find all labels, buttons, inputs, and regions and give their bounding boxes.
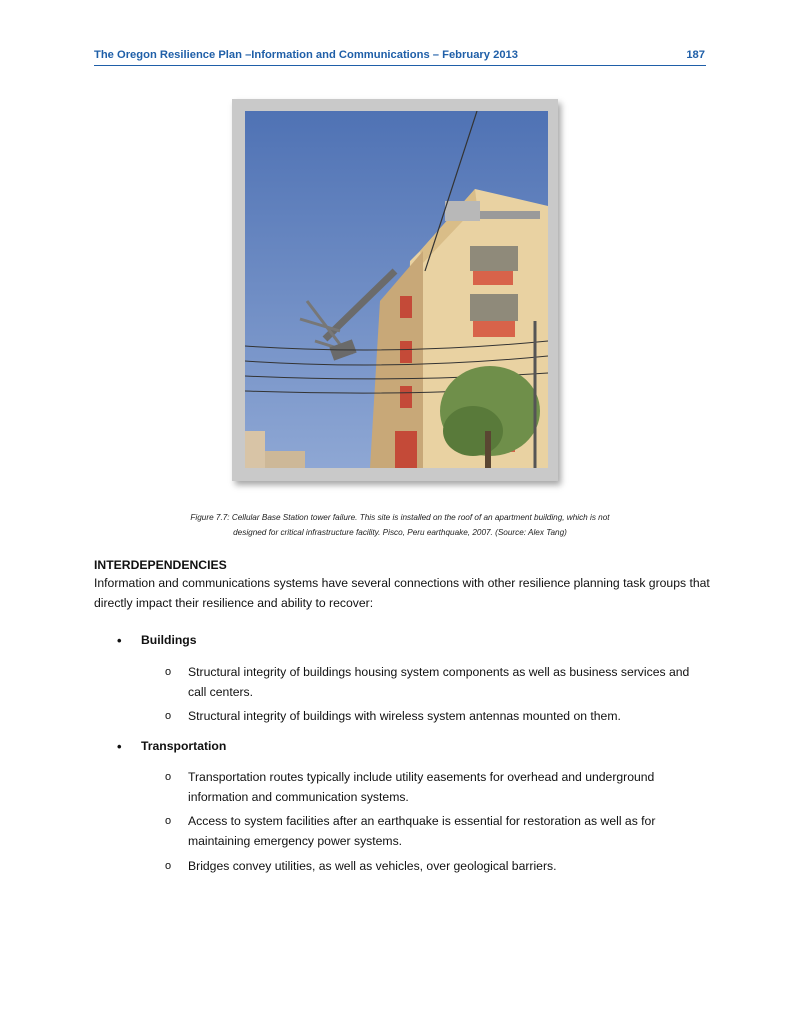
sub-item-text: Structural integrity of buildings housing system components as well as business services and call centers. xyxy=(188,665,690,699)
sub-item-text: Structural integrity of buildings with wireless system antennas mounted on them. xyxy=(188,709,621,723)
bullet-buildings xyxy=(117,633,197,648)
figure-caption xyxy=(100,510,700,540)
section-intro: Information and communications systems have several connections with other resilience planning task groups that directly impact their resilience and ability to recover: xyxy=(94,576,710,610)
bullet-transportation xyxy=(117,739,227,754)
document-title: The Oregon Resilience Plan –Information and Communications – February 2013 xyxy=(94,49,518,61)
bullet-dot: • xyxy=(117,633,122,648)
sub-item-text: Transportation routes typically include utility easements for overhead and underground information and communication systems. xyxy=(188,770,655,804)
section-heading: INTERDEPENDENCIES xyxy=(94,558,227,572)
sub-item xyxy=(165,767,708,807)
sub-item-text: Access to system facilities after an earthquake is essential for restoration as well as for maintaining emergency power systems. xyxy=(188,814,656,848)
bullet-label: Transportation xyxy=(141,739,227,753)
figure-photo-frame xyxy=(232,99,558,481)
sub-item-text: Bridges convey utilities, as well as vehicles, over geological barriers. xyxy=(188,859,557,873)
sub-bullet-circle: o xyxy=(165,860,172,872)
caption-line-2: designed for critical infrastructure facility. Pisco, Peru earthquake, 2007. (Source: Alex Tang) xyxy=(233,528,567,537)
sub-item xyxy=(165,811,708,851)
page-number: 187 xyxy=(686,49,705,61)
sub-item xyxy=(165,662,708,702)
sub-bullet-circle: o xyxy=(165,710,172,722)
sub-bullet-circle: o xyxy=(165,666,172,678)
caption-line-1: Figure 7.7: Cellular Base Station tower failure. This site is installed on the roof of an apartment building, which is not xyxy=(190,513,610,522)
sub-item xyxy=(165,706,708,726)
page-header xyxy=(94,49,706,66)
tower-failure-photo xyxy=(245,111,548,468)
sub-item xyxy=(165,856,708,876)
bullet-label: Buildings xyxy=(141,633,197,647)
sub-bullet-circle: o xyxy=(165,815,172,827)
sub-bullet-circle: o xyxy=(165,771,172,783)
bullet-dot: • xyxy=(117,739,122,754)
